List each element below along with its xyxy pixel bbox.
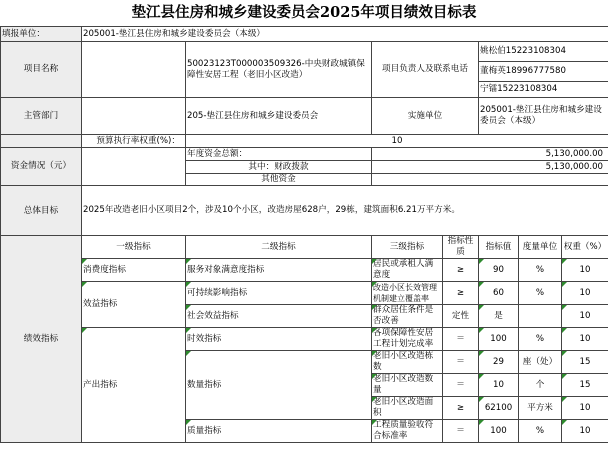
annual-total-value: 5,130,000.00 (372, 148, 608, 161)
budget-weight-value: 10 (186, 135, 608, 148)
cell-weight: 15 (562, 351, 608, 374)
header-unit: 度量单位 (519, 236, 562, 259)
header-value: 指标值 (479, 236, 519, 259)
header-weight: 权重（%） (562, 236, 608, 259)
cell-nature: ＝ (443, 374, 479, 397)
cell-nature: ＝ (443, 420, 479, 443)
cell-nature: ＝ (443, 351, 479, 374)
cell-unit: % (519, 259, 562, 282)
cell-l2: 服务对象满意度指标 (186, 259, 372, 282)
cell-weight: 10 (562, 282, 608, 305)
cell-l3: 老旧小区改造数量 (372, 374, 443, 397)
cell-unit: % (519, 328, 562, 351)
table-row (1, 259, 608, 282)
cell-l3: 各项保障性安居工程计划完成率 (372, 328, 443, 351)
cell-l3: 工程质量验收符合标准率 (372, 420, 443, 443)
table-row (1, 328, 608, 351)
other-funds-label: 其他资金 (186, 174, 372, 186)
project-name-blank (82, 42, 186, 98)
impl-unit-label: 实施单位 (372, 98, 479, 135)
header-l2: 二级指标 (186, 236, 372, 259)
cell-value: 60 (479, 282, 519, 305)
header-l3: 三级指标 (372, 236, 443, 259)
cell-unit: 平方米 (519, 397, 562, 420)
cell-l3: 居民或承租人满意度 (372, 259, 443, 282)
filing-unit-value: 205001-垫江县住房和城乡建设委员会（本级） (82, 27, 608, 42)
cell-l2: 可持续影响指标 (186, 282, 372, 305)
cell-l3: 改造小区长效管理机制建立覆盖率 (372, 282, 443, 305)
cell-l2: 社会效益指标 (186, 305, 372, 328)
cell-nature: ≥ (443, 259, 479, 282)
cell-weight: 10 (562, 397, 608, 420)
cell-l3: 老旧小区改造栋数 (372, 351, 443, 374)
contact-1: 姚松伯15223108304 (479, 42, 608, 62)
cell-nature: ＝ (443, 328, 479, 351)
cell-l2: 时效指标 (186, 328, 372, 351)
cell-value: 10 (479, 374, 519, 397)
cell-l1: 产出指标 (82, 328, 186, 443)
cell-l2: 质量指标 (186, 420, 372, 443)
budget-weight-blank-a (1, 135, 82, 148)
cell-l2: 数量指标 (186, 351, 372, 420)
cell-l1: 效益指标 (82, 282, 186, 328)
funds-blank (82, 148, 186, 186)
fiscal-label: 其中：财政拨款 (186, 161, 372, 174)
header-l1: 一级指标 (82, 236, 186, 259)
overall-goal-label: 总体目标 (1, 186, 82, 236)
page-title: 垫江县住房和城乡建设委员会2025年项目绩效目标表 (131, 4, 477, 21)
budget-weight-label: 预算执行率权重(%)： (82, 135, 186, 148)
perf-label: 绩效指标 (1, 236, 82, 443)
cell-weight: 10 (562, 305, 608, 328)
cell-value: 29 (479, 351, 519, 374)
cell-unit (519, 305, 562, 328)
contact-2: 董梅英18996777580 (479, 62, 608, 82)
cell-weight: 10 (562, 420, 608, 443)
filing-unit-label: 填报单位： (1, 27, 82, 42)
cell-value: 100 (479, 328, 519, 351)
cell-value: 是 (479, 305, 519, 328)
header-nature: 指标性质 (443, 236, 479, 259)
other-funds-value (372, 174, 608, 186)
project-leader-label: 项目负责人及联系电话 (372, 42, 479, 98)
cell-unit: 座（处） (519, 351, 562, 374)
performance-table (0, 26, 608, 443)
cell-nature: 定性 (443, 305, 479, 328)
dept-value: 205-垫江县住房和城乡建设委员会 (186, 98, 372, 135)
cell-unit: 个 (519, 374, 562, 397)
cell-nature: ≥ (443, 397, 479, 420)
cell-value: 100 (479, 420, 519, 443)
project-name-value: 50023123T000003509326-中央财政城镇保障性安居工程（老旧小区改造） (186, 42, 372, 98)
cell-weight: 10 (562, 259, 608, 282)
table-row (1, 282, 608, 305)
cell-value: 90 (479, 259, 519, 282)
contact-3: 宁镭15223108304 (479, 82, 608, 98)
cell-nature: ≥ (443, 282, 479, 305)
cell-l3: 群众居住条件是否改善 (372, 305, 443, 328)
impl-unit-value: 205001-垫江县住房和城乡建设委员会（本级） (479, 98, 608, 135)
cell-unit: % (519, 420, 562, 443)
fiscal-value: 5,130,000.00 (372, 161, 608, 174)
cell-value: 62100 (479, 397, 519, 420)
cell-weight: 15 (562, 374, 608, 397)
funds-label: 资金情况（元） (1, 148, 82, 186)
cell-l3: 老旧小区改造面积 (372, 397, 443, 420)
cell-weight: 10 (562, 328, 608, 351)
cell-l1: 消费度指标 (82, 259, 186, 282)
project-name-label: 项目名称 (1, 42, 82, 98)
cell-unit: % (519, 282, 562, 305)
dept-label: 主管部门 (1, 98, 82, 135)
overall-goal-text: 2025年改造老旧小区项目2个，涉及10个小区，改造房屋628户，29栋，建筑面积6.21万平方米。 (82, 186, 608, 236)
annual-total-label: 年度资金总额： (186, 148, 372, 161)
dept-blank (82, 98, 186, 135)
